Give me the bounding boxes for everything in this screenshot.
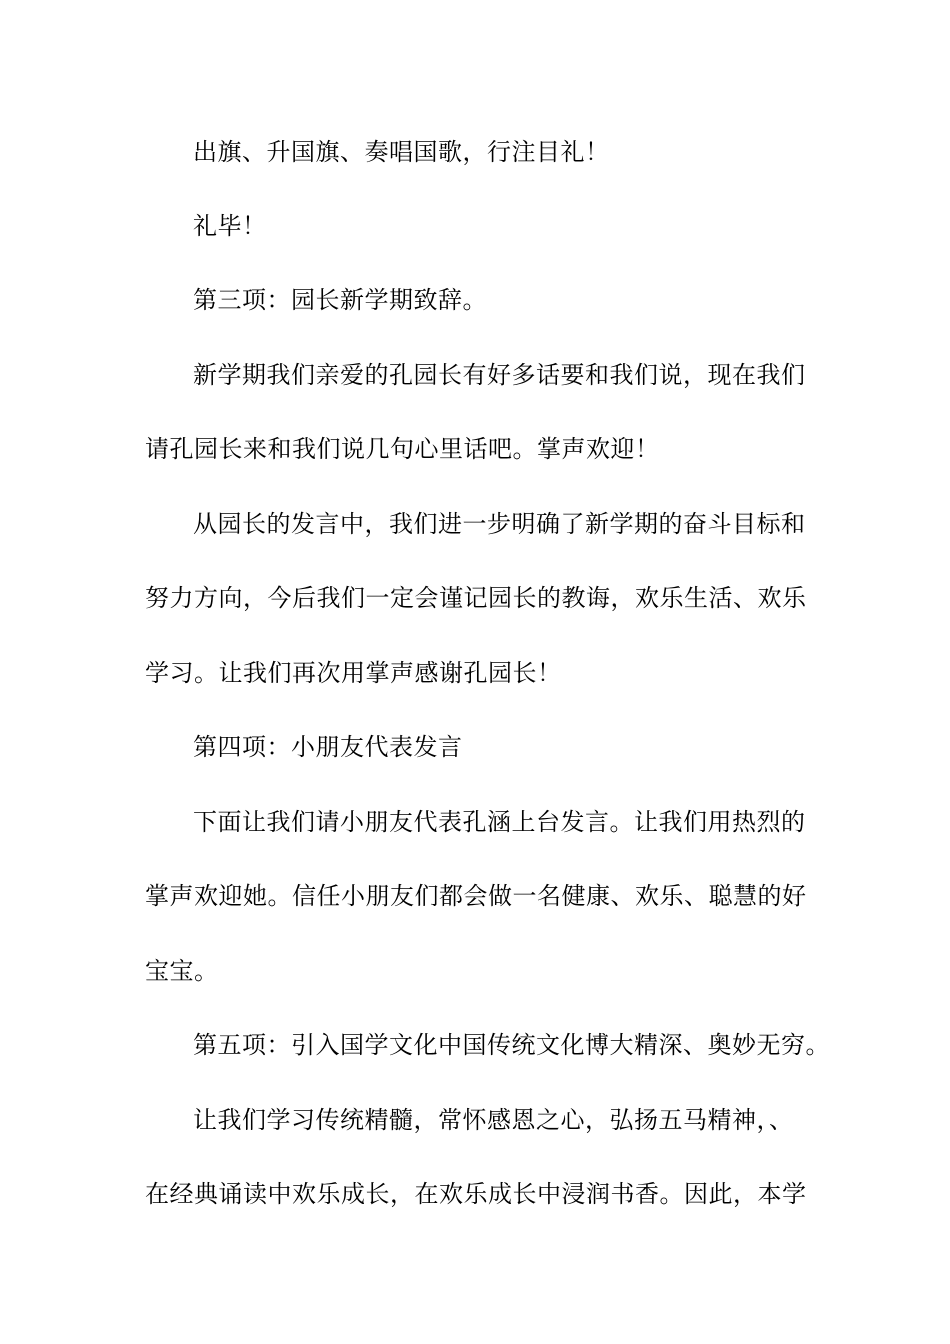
text-line-child-speech-3: 宝宝。 bbox=[145, 957, 219, 985]
text-line-item-five-heading: 第五项：引入国学文化中国传统文化博大精深、奥妙无穷。 bbox=[193, 1031, 830, 1059]
text-line-principal-thanks-3: 学习。让我们再次用掌声感谢孔园长！ bbox=[145, 659, 562, 687]
text-line-culture-2: 在经典诵读中欢乐成长，在欢乐成长中浸润书香。因此，本学 bbox=[145, 1180, 807, 1208]
text-line-item-three-heading: 第三项：园长新学期致辞。 bbox=[193, 286, 487, 314]
text-line-child-speech-1: 下面让我们请小朋友代表孔涵上台发言。让我们用热烈的 bbox=[193, 808, 806, 836]
text-line-principal-intro-1: 新学期我们亲爱的孔园长有好多话要和我们说，现在我们 bbox=[193, 361, 806, 389]
text-line-principal-thanks-1: 从园长的发言中，我们进一步明确了新学期的奋斗目标和 bbox=[193, 510, 806, 538]
text-line-principal-intro-2: 请孔园长来和我们说几句心里话吧。掌声欢迎！ bbox=[145, 435, 660, 463]
text-line-child-speech-2: 掌声欢迎她。信任小朋友们都会做一名健康、欢乐、聪慧的好 bbox=[145, 882, 807, 910]
text-line-ceremony-end: 礼毕！ bbox=[193, 212, 267, 240]
text-line-culture-1: 让我们学习传统精髓，常怀感恩之心，弘扬五马精神，、 bbox=[193, 1106, 794, 1134]
text-line-item-four-heading: 第四项：小朋友代表发言 bbox=[193, 733, 463, 761]
text-line-flag-ceremony: 出旗、升国旗、奏唱国歌，行注目礼！ bbox=[193, 138, 610, 166]
text-line-principal-thanks-2: 努力方向，今后我们一定会谨记园长的教诲，欢乐生活、欢乐 bbox=[145, 584, 807, 612]
